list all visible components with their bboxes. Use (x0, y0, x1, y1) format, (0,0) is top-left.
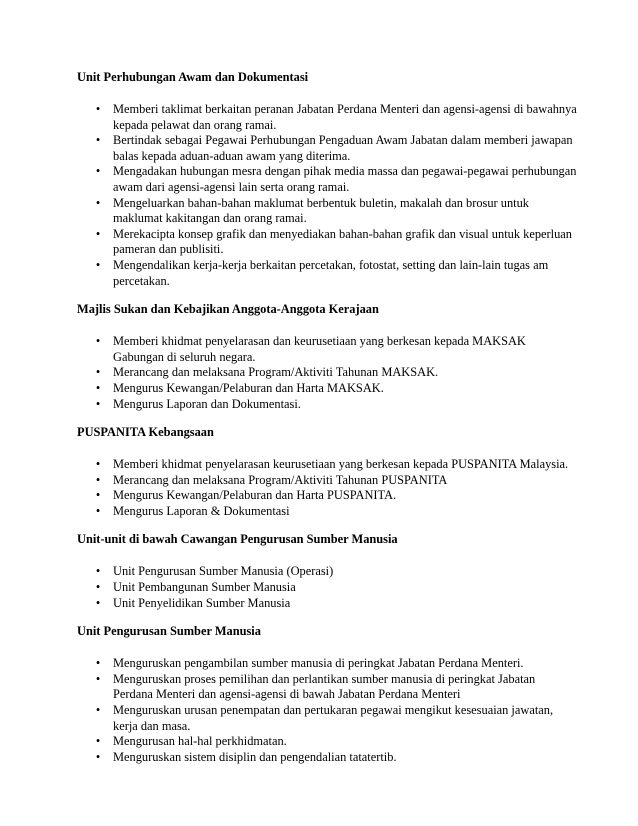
section-heading: Majlis Sukan dan Kebajikan Anggota-Anggota Kerajaan (77, 302, 379, 317)
bullet-icon: • (95, 257, 101, 272)
list-item-text: Unit Pembangunan Sumber Manusia (113, 580, 296, 595)
list-item-text: Mengurus Kewangan/Pelaburan dan Harta MAKSAK. (113, 380, 384, 395)
list-item-text: Memberi taklimat berkaitan peranan Jabatan Perdana Menteri dan agensi-agensi di bawahnya kepada pelawat dan orang ramai. (113, 102, 577, 132)
bullet-icon: • (95, 396, 101, 411)
list-item-text: Menguruskan sistem disiplin dan pengendalian tatatertib. (113, 749, 397, 764)
bullet-icon: • (95, 380, 101, 395)
list-item (77, 580, 577, 596)
list-item (77, 564, 577, 580)
bullet-icon: • (95, 503, 101, 518)
list-item (77, 656, 577, 672)
bullet-icon: • (95, 334, 101, 349)
list-item (77, 133, 577, 164)
bullet-icon: • (95, 595, 101, 610)
list-item-text: Mengurusan hal-hal perkhidmatan. (113, 734, 287, 749)
list-item-text: Mengurus Kewangan/Pelaburan dan Harta PUSPANITA. (113, 488, 397, 503)
bullet-icon: • (95, 564, 101, 579)
bullet-icon: • (95, 365, 101, 380)
bullet-list (77, 102, 577, 289)
section-1 (77, 70, 577, 289)
section-3 (77, 425, 577, 519)
section-heading: PUSPANITA Kebangsaan (77, 425, 214, 440)
bullet-icon: • (95, 656, 101, 671)
bullet-icon: • (95, 472, 101, 487)
list-item-text: Bertindak sebagai Pegawai Perhubungan Pengaduan Awam Jabatan dalam memberi jawapan balas kepada aduan-aduan awam yang diterima. (113, 133, 573, 163)
document-page (77, 70, 577, 778)
list-item (77, 334, 577, 365)
list-item (77, 488, 577, 504)
list-item (77, 473, 577, 489)
bullet-list (77, 564, 577, 611)
bullet-list (77, 334, 577, 412)
bullet-list (77, 457, 577, 519)
list-item (77, 196, 577, 227)
bullet-icon: • (95, 226, 101, 241)
list-item-text: Unit Penyelidikan Sumber Manusia (113, 595, 291, 610)
bullet-icon: • (95, 671, 101, 686)
bullet-icon: • (95, 102, 101, 116)
list-item-text: Merekacipta konsep grafik dan menyediakan bahan-bahan grafik dan visual untuk keperluan pameran dan publisiti. (113, 226, 572, 257)
section-4 (77, 532, 577, 611)
list-item-text: Memberi khidmat penyelarasan keurusetiaan yang berkesan kepada PUSPANITA Malaysia. (113, 457, 569, 472)
list-item-text: Merancang dan melaksana Program/Aktiviti Tahunan MAKSAK. (113, 365, 439, 380)
list-item (77, 703, 577, 734)
list-item (77, 102, 577, 133)
list-item (77, 596, 577, 612)
bullet-icon: • (95, 457, 101, 472)
list-item-text: Unit Pengurusan Sumber Manusia (Operasi) (113, 564, 334, 579)
section-5 (77, 624, 577, 765)
section-heading: Unit Perhubungan Awam dan Dokumentasi (77, 70, 309, 84)
list-item-text: Menguruskan urusan penempatan dan pertukaran pegawai mengikut kesesuaian jawatan, kerja dan masa. (113, 703, 554, 733)
list-item-text: Memberi khidmat penyelarasan dan keurusetiaan yang berkesan kepada MAKSAK Gabungan di seluruh negara. (113, 334, 526, 364)
list-item (77, 381, 577, 397)
list-item (77, 750, 577, 766)
list-item (77, 734, 577, 750)
list-item-text: Mengendalikan kerja-kerja berkaitan percetakan, fotostat, setting dan lain-lain tugas am percetakan. (113, 257, 549, 288)
bullet-list (77, 656, 577, 765)
bullet-icon: • (95, 703, 101, 718)
list-item-text: Menguruskan pengambilan sumber manusia di peringkat Jabatan Perdana Menteri. (113, 656, 524, 671)
section-heading: Unit-unit di bawah Cawangan Pengurusan Sumber Manusia (77, 532, 398, 547)
list-item (77, 164, 577, 195)
section-heading: Unit Pengurusan Sumber Manusia (77, 624, 261, 639)
bullet-icon: • (95, 164, 101, 179)
bullet-icon: • (95, 734, 101, 749)
list-item (77, 457, 577, 473)
bullet-icon: • (95, 133, 101, 148)
list-item (77, 397, 577, 413)
list-item (77, 365, 577, 381)
list-item (77, 672, 577, 703)
list-item-text: Menguruskan proses pemilihan dan perlantikan sumber manusia di peringkat Jabatan Perdana Menteri dan agensi-agensi di bawah Jabatan Perdana Menteri (113, 671, 536, 702)
bullet-icon: • (95, 580, 101, 595)
list-item (77, 227, 577, 258)
list-item-text: Mengadakan hubungan mesra dengan pihak media massa dan pegawai-pegawai perhubungan awam dari agensi-agensi lain serta orang ramai. (113, 164, 577, 194)
list-item-text: Merancang dan melaksana Program/Aktiviti Tahunan PUSPANITA (113, 472, 448, 487)
section-2 (77, 302, 577, 412)
bullet-icon: • (95, 488, 101, 503)
bullet-icon: • (95, 195, 101, 210)
list-item-text: Mengurus Laporan & Dokumentasi (113, 503, 290, 518)
list-item (77, 258, 577, 289)
list-item-text: Mengurus Laporan dan Dokumentasi. (113, 396, 301, 411)
list-item (77, 504, 577, 520)
list-item-text: Mengeluarkan bahan-bahan maklumat berbentuk buletin, makalah dan brosur untuk maklumat kakitangan dan orang ramai. (113, 195, 529, 226)
bullet-icon: • (95, 749, 101, 764)
